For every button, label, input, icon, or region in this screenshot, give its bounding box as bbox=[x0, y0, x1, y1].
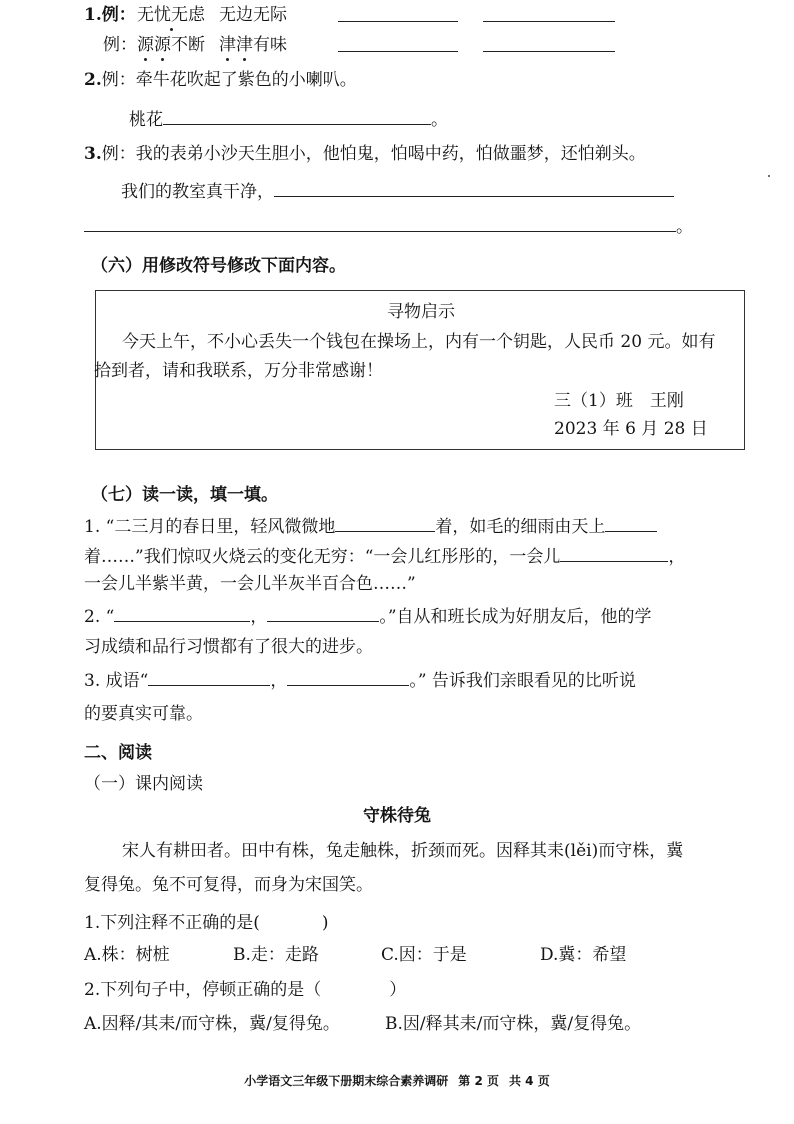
q5-3-answer-line2 bbox=[84, 214, 693, 238]
answer-blank[interactable] bbox=[274, 179, 674, 197]
reading-q1-option-b[interactable]: B.走：走路 bbox=[233, 945, 319, 965]
question-text: 着，如毛的细雨由天上 bbox=[435, 517, 606, 537]
passage-line: 宋人有耕田者。田中有株，兔走触株，折颈而死。因释其耒(lěi)而守株，冀 bbox=[122, 841, 684, 861]
answer-blank[interactable] bbox=[148, 668, 270, 686]
q7-1-line1 bbox=[84, 514, 657, 538]
question-text: 3. 成语“ bbox=[84, 671, 149, 691]
question-text: 。” 告诉我们亲眼看见的比听说 bbox=[409, 671, 636, 691]
q7-3-line2: 的要真实可靠。 bbox=[84, 704, 203, 724]
reading-heading: 二、阅读 bbox=[84, 743, 152, 763]
example-word-tail: 有味 bbox=[253, 35, 287, 55]
question-text: 2.下列句子中，停顿正确的是（ bbox=[84, 980, 322, 1000]
reading-q1 bbox=[84, 911, 329, 934]
example-word: 无忧无虑 bbox=[137, 5, 205, 25]
answer-blank[interactable] bbox=[163, 107, 431, 125]
question-number: 1. bbox=[84, 5, 102, 25]
answer-blank[interactable] bbox=[114, 604, 250, 622]
bracket: ） bbox=[389, 980, 407, 1000]
answer-blank[interactable] bbox=[483, 34, 615, 52]
choice-slot[interactable] bbox=[260, 911, 322, 928]
answer-blank[interactable] bbox=[605, 514, 657, 532]
q7-2-line1 bbox=[84, 604, 652, 628]
choice-slot[interactable] bbox=[321, 978, 389, 995]
q5-1-example-words bbox=[137, 4, 287, 26]
question-text: 。”自从和班长成为好朋友后，他的学 bbox=[379, 607, 652, 627]
dotted-char: 源 bbox=[154, 35, 171, 55]
question-text: 1.下列注释不正确的是( bbox=[84, 913, 260, 933]
q5-2 bbox=[84, 69, 357, 91]
answer-blank[interactable] bbox=[560, 544, 668, 562]
question-text: 1. “二三月的春日里，轻风微微地 bbox=[84, 517, 336, 537]
dotted-char: 津 bbox=[219, 35, 236, 55]
q5-3 bbox=[84, 143, 646, 165]
prompt-text: 我们的教室真干净， bbox=[121, 182, 274, 202]
comma: ， bbox=[668, 547, 686, 567]
notice-line[interactable]: 拾到者，请和我联系，万分非常感谢！ bbox=[94, 361, 383, 381]
question-text: 例：牵牛花吹起了紫色的小喇叭。 bbox=[101, 70, 357, 90]
answer-blank[interactable] bbox=[287, 668, 409, 686]
q7-1-line2 bbox=[84, 544, 685, 568]
q5-2-answer bbox=[129, 107, 448, 131]
notice-title: 寻物启示 bbox=[387, 302, 455, 322]
q5-1-line1 bbox=[84, 4, 136, 26]
example-label: 例： bbox=[103, 35, 137, 55]
reading-q2 bbox=[84, 978, 406, 1001]
prompt-text: 桃花 bbox=[129, 110, 163, 130]
total-pages: 共 4 页 bbox=[509, 1074, 550, 1088]
section7-heading: （七）读一读，填一填。 bbox=[91, 485, 278, 505]
bracket: ) bbox=[321, 913, 329, 933]
reading-subheading: （一）课内阅读 bbox=[84, 774, 203, 794]
period: 。 bbox=[431, 110, 448, 130]
notice-signer: 三（1）班 王刚 bbox=[554, 391, 684, 411]
reading-q1-option-a[interactable]: A.株：树桩 bbox=[84, 945, 170, 965]
section6-heading: （六）用修改符号修改下面内容。 bbox=[91, 256, 346, 276]
q5-1-line2 bbox=[103, 34, 287, 56]
page-footer bbox=[0, 1072, 794, 1089]
passage-line: 复得兔。兔不可复得，而身为宋国笑。 bbox=[84, 875, 373, 895]
comma: ， bbox=[250, 607, 268, 627]
dotted-char: 源 bbox=[137, 35, 154, 55]
reading-q2-option-a[interactable]: A.因释/其耒/而守株，冀/复得兔。 bbox=[84, 1014, 340, 1034]
question-text: 着……”我们惊叹火烧云的变化无穷：“一会儿红彤彤的，一会儿 bbox=[84, 547, 561, 567]
answer-blank[interactable] bbox=[338, 34, 458, 52]
question-number: 3. bbox=[84, 144, 102, 164]
reading-q1-option-d[interactable]: D.冀：希望 bbox=[540, 945, 627, 965]
notice-line[interactable]: 今天上午，不小心丢失一个钱包在操场上，内有一个钥匙，人民币 20 元。如有 bbox=[122, 332, 716, 352]
reading-q1-option-c[interactable]: C.因：于是 bbox=[381, 945, 467, 965]
period: 。 bbox=[676, 217, 693, 237]
q5-3-answer bbox=[121, 179, 674, 203]
q5-1b-blank-row bbox=[338, 34, 615, 58]
footer-title: 小学语文三年级下册期末综合素养调研 bbox=[244, 1074, 449, 1088]
question-number: 2. bbox=[84, 70, 102, 90]
answer-blank[interactable] bbox=[483, 4, 615, 22]
example-label: 例： bbox=[101, 5, 136, 25]
example-word-tail: 不断 bbox=[171, 35, 205, 55]
passage-title: 守株待兔 bbox=[363, 806, 431, 826]
question-text: 2. “ bbox=[84, 607, 115, 627]
comma: ， bbox=[270, 671, 288, 691]
q5-1-blank-row bbox=[338, 4, 615, 28]
answer-blank[interactable] bbox=[84, 214, 676, 232]
dotted-char: 津 bbox=[236, 35, 253, 55]
question-text: 例：我的表弟小沙天生胆小，他怕鬼，怕喝中药，怕做噩梦，还怕剃头。 bbox=[101, 144, 646, 164]
q7-3-line1 bbox=[84, 668, 636, 692]
q7-1-line3: 一会儿半紫半黄，一会儿半灰半百合色……” bbox=[84, 574, 416, 594]
page-number: 第 2 页 bbox=[458, 1074, 499, 1088]
q7-2-line2: 习成绩和品行习惯都有了很大的进步。 bbox=[84, 637, 373, 657]
answer-blank[interactable] bbox=[335, 514, 435, 532]
reading-q2-option-b[interactable]: B.因/释其耒/而守株，冀/复得兔。 bbox=[385, 1014, 642, 1034]
lost-item-notice-box bbox=[95, 290, 745, 450]
example-word: 无边无际 bbox=[219, 5, 287, 25]
answer-blank[interactable] bbox=[267, 604, 379, 622]
notice-date: 2023 年 6 月 28 日 bbox=[554, 419, 708, 439]
scan-speck bbox=[768, 175, 770, 177]
answer-blank[interactable] bbox=[338, 4, 458, 22]
